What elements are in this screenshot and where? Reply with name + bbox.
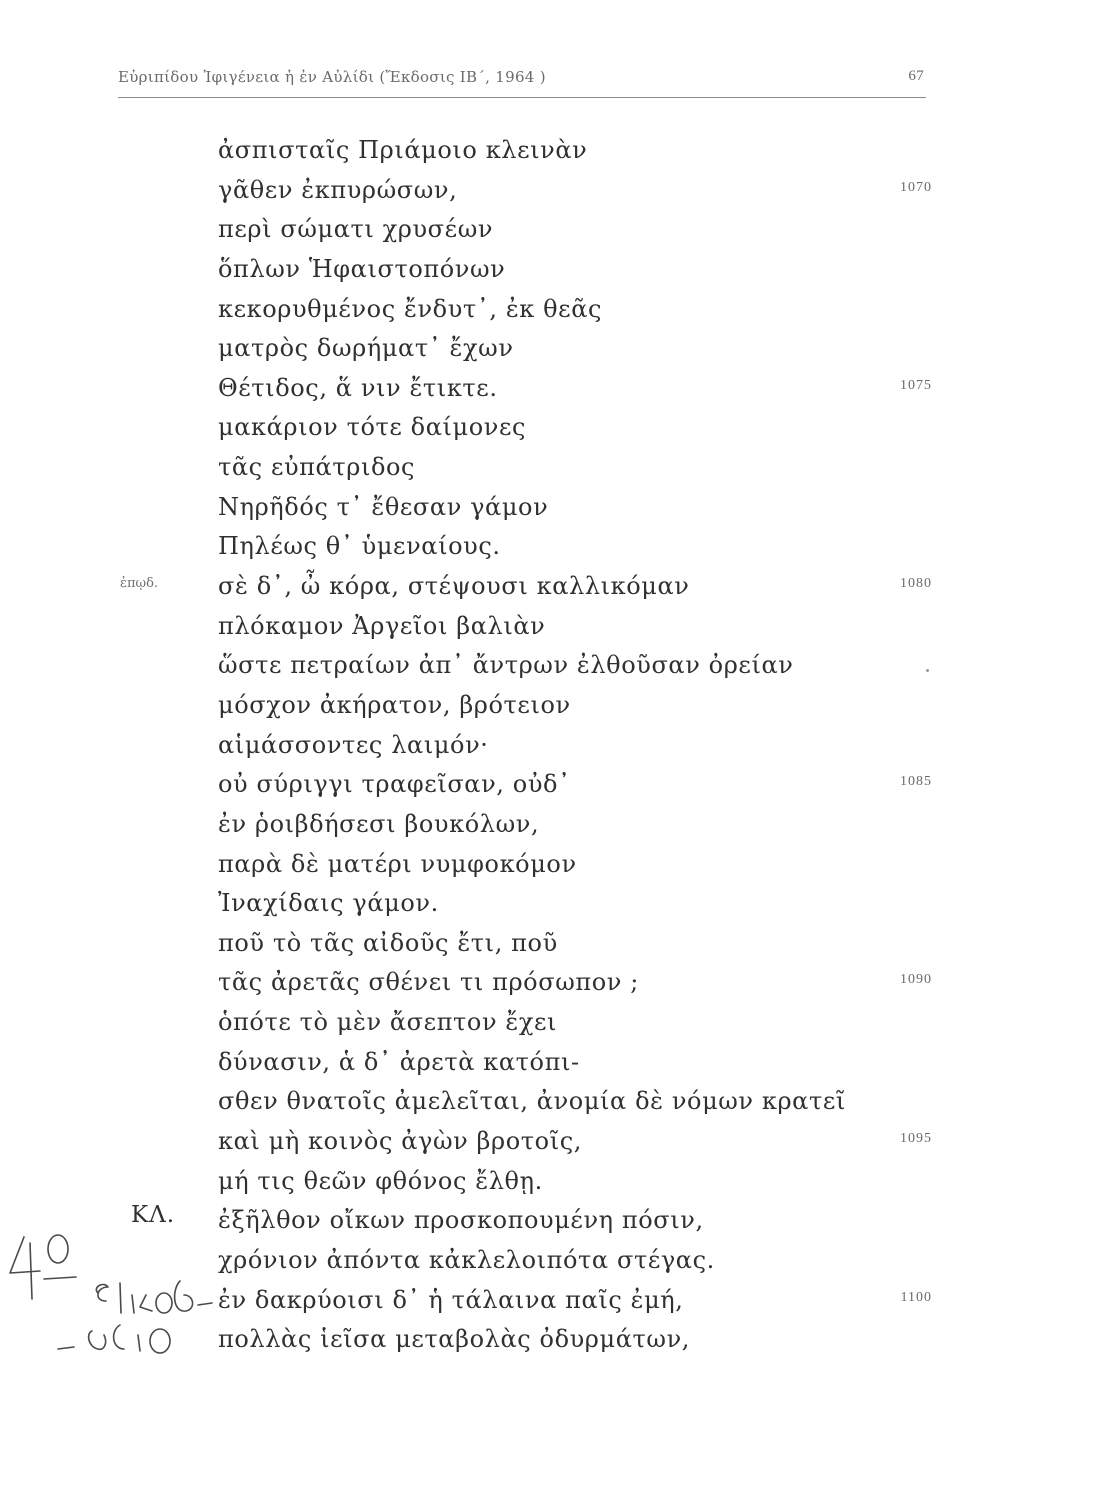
running-head bbox=[118, 68, 930, 90]
verse-text: περὶ σώματι χρυσέων bbox=[218, 215, 494, 244]
verse-line bbox=[0, 368, 1118, 408]
verse-text: παρὰ δὲ ματέρι νυμφοκόμον bbox=[218, 849, 577, 878]
verse-line bbox=[0, 328, 1118, 368]
header-rule bbox=[118, 97, 926, 98]
verse-text: σὲ δ᾽, ὦ κόρα, στέψουσι καλλικόμαν bbox=[218, 572, 690, 601]
verse-text: καὶ μὴ κοινὸς ἀγὼν βροτοῖς, bbox=[218, 1127, 583, 1156]
verse-text: ἐν ῥοιβδήσεσι βουκόλων, bbox=[218, 809, 540, 838]
verse-line bbox=[0, 606, 1118, 646]
verse-line bbox=[0, 804, 1118, 844]
page-number: 67 bbox=[908, 68, 924, 84]
verse-line bbox=[0, 923, 1118, 963]
verse-line bbox=[0, 725, 1118, 765]
verse-line bbox=[0, 962, 1118, 1002]
verse-text: κεκορυθμένος ἔνδυτ᾽, ἐκ θεᾶς bbox=[218, 294, 603, 323]
verse-text: τᾶς εὐπάτριδος bbox=[218, 453, 416, 482]
running-title: Εὐριπίδου Ἰφιγένεια ἡ ἐν Αὐλίδι (Ἔκδοσις ΙΒ΄, 1964 ) bbox=[118, 68, 546, 86]
line-number: 1080 bbox=[900, 576, 932, 592]
verse-line bbox=[0, 447, 1118, 487]
verse-line bbox=[0, 883, 1118, 923]
verse-line bbox=[0, 566, 1118, 606]
line-number: 1085 bbox=[900, 774, 932, 790]
verse-text: ποῦ τὸ τᾶς αἰδοῦς ἔτι, ποῦ bbox=[218, 928, 558, 957]
verse-line bbox=[0, 407, 1118, 447]
verse-text: ὥστε πετραίων ἀπ᾽ ἄντρων ἐλθοῦσαν ὀρείαν bbox=[218, 651, 794, 680]
handwritten-annotation bbox=[0, 1215, 215, 1375]
verse-text: ματρὸς δωρήματ᾽ ἔχων bbox=[218, 334, 514, 363]
verse-text: ὅπλων Ἡφαιστοπόνων bbox=[218, 254, 506, 283]
line-number: 1095 bbox=[900, 1131, 932, 1147]
margin-dot bbox=[926, 669, 929, 672]
line-number: 1100 bbox=[900, 1289, 932, 1305]
verse-text: πολλὰς ἱεῖσα μεταβολὰς ὀδυρμάτων, bbox=[218, 1325, 690, 1354]
verse-text: τᾶς ἀρετᾶς σθένει τι πρόσωπον ; bbox=[218, 968, 639, 997]
verse-text: γᾶθεν ἐκπυρώσων, bbox=[218, 175, 458, 204]
verse-line bbox=[0, 1161, 1118, 1201]
verse-text: δύνασιν, ἁ δ᾽ ἀρετὰ κατόπι- bbox=[218, 1047, 580, 1076]
line-number: 1090 bbox=[900, 972, 932, 988]
verse-block bbox=[0, 130, 1118, 1359]
verse-line bbox=[0, 487, 1118, 527]
verse-line bbox=[0, 1002, 1118, 1042]
verse-line bbox=[0, 1042, 1118, 1082]
verse-line bbox=[0, 685, 1118, 725]
verse-text: Ἰναχίδαις γάμον. bbox=[218, 889, 439, 918]
verse-text: ὁπότε τὸ μὲν ἄσεπτον ἔχει bbox=[218, 1008, 558, 1037]
verse-line bbox=[0, 170, 1118, 210]
line-number: 1075 bbox=[900, 377, 932, 393]
verse-text: ἐξῆλθον οἴκων προσκοπουμένη πόσιν, bbox=[218, 1206, 704, 1235]
verse-text: ἐν δακρύοισι δ᾽ ἡ τάλαινα παῖς ἐμή, bbox=[218, 1285, 684, 1314]
verse-line bbox=[0, 1081, 1118, 1121]
verse-text: σθεν θνατοῖς ἀμελεῖται, ἀνομία δὲ νόμων κρατεῖ bbox=[218, 1087, 846, 1116]
verse-text: χρόνιον ἀπόντα κἀκλελοιπότα στέγας. bbox=[218, 1245, 715, 1274]
verse-line bbox=[0, 645, 1118, 685]
verse-text: μόσχον ἀκήρατον, βρότειον bbox=[218, 690, 571, 719]
verse-line bbox=[0, 130, 1118, 170]
verse-line bbox=[0, 764, 1118, 804]
verse-text: Θέτιδος, ἅ νιν ἔτικτε. bbox=[218, 373, 498, 402]
line-number: 1070 bbox=[900, 179, 932, 195]
verse-line bbox=[0, 1121, 1118, 1161]
verse-text: οὐ σύριγγι τραφεῖσαν, οὐδ᾽ bbox=[218, 770, 571, 799]
verse-text: ἀσπισταῖς Πριάμοιο κλεινὰν bbox=[218, 136, 588, 164]
verse-text: μή τις θεῶν φθόνος ἔλθῃ. bbox=[218, 1166, 543, 1195]
verse-line bbox=[0, 844, 1118, 884]
verse-line bbox=[0, 209, 1118, 249]
verse-line bbox=[0, 526, 1118, 566]
verse-line bbox=[0, 249, 1118, 289]
verse-text: αἱμάσσοντες λαιμόν· bbox=[218, 730, 489, 759]
verse-text: πλόκαμον Ἀργεῖοι βαλιὰν bbox=[218, 611, 546, 640]
section-label-epode: ἐπῳδ. bbox=[120, 576, 159, 592]
verse-text: μακάριον τότε δαίμονες bbox=[218, 413, 527, 442]
verse-text: Πηλέως θ᾽ ὑμεναίους. bbox=[218, 532, 501, 561]
verse-text: Νηρῆδός τ᾽ ἔθεσαν γάμον bbox=[218, 492, 549, 521]
verse-line bbox=[0, 289, 1118, 329]
speaker-label: ΚΛ. bbox=[131, 1202, 176, 1229]
